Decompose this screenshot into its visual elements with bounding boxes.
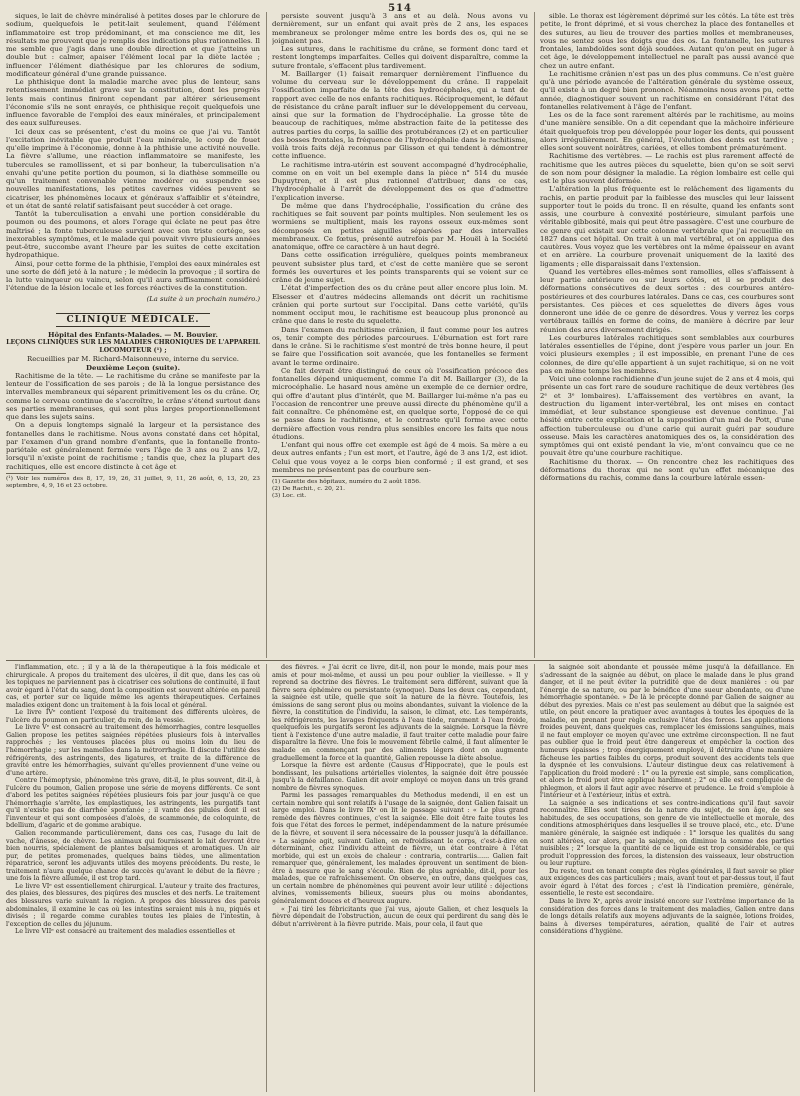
section-heading bbox=[6, 307, 260, 327]
page-number: 514 bbox=[388, 3, 412, 14]
paragraph: Le livre VIIᵉ est consacré au traitement des maladies essentielles et bbox=[15, 927, 236, 936]
paragraph: Ainsi, pour cette forme de la phthisie, l'emploi des eaux minérales est une sorte de défi jeté à la nature ; le médecin la provoque ; il sortira de la lutte vainqueur ou vaincu, selon qu'il aura suffisamment considéré l'étendue de la lésion locale et les forces réactives de la constitution. bbox=[6, 259, 260, 293]
paragraph: Quand les vertèbres elles-mêmes sont ramollies, elles s'affaissent à leur partie antérieure ou sur leurs côtés, et il se produit des déformations consécutives de deux sortes : des courbures antéro-postérieures et des courbures latérales. Dans ce cas, ces courbures sont persistantes. Ces pièces et ces squelettes de divers âges vous donneront une idée de ce genre de désordres. Vous y verrez les corps vertébraux taillés en forme de coins, de manière à décrire par leur réunion des arcs diversement dirigés. bbox=[540, 267, 794, 334]
section-divider bbox=[6, 660, 794, 661]
paragraph: Ce fait devrait être distingué de ceux où l'ossification précoce des fontanelles dépend uniquement, comme l'a dit M. Baillarger (3), de la microcéphalie. Le hasard nous amène un exemple de ce dernier ordre, qui offre d'autant plus d'intérêt, que M. Baillarger lui-même n'a pas eu l'occasion de rencontrer une preuve aussi directe du phénomène qu'il a fait connaître. Ce phénomène est, en quelque sorte, l'opposé de ce qui se passe dans le rachitisme, et le contraste qu'il forme avec cette dernière affection vous rendra plus sensibles encore les faits que nous étudions. bbox=[272, 366, 528, 441]
paragraph: Du reste, tout en tenant compte des règles générales, il faut savoir se plier aux exigences des cas particuliers ; mais, avant tout et par-dessus tout, il faut avoir égard à l'état des forces ; c'est là l'indication première, générale, essentielle, le reste est secondaire. bbox=[540, 866, 794, 898]
footnote-divider bbox=[272, 476, 332, 477]
paragraph: Ici deux cas se présentent, c'est du moins ce que j'ai vu. Tantôt l'excitation inévitable que produit l'eau minérale, le coup de fouet qu'elle imprime à l'économie, donne à la phthisie une activité nouvelle. La fièvre s'allume, une réaction inflammatoire se manifeste, les tubercules se ramollissent, et si par bonheur, la tuberculisation n'a envahi qu'une petite portion du poumon, si la diathèse sommeille ou qu'un traitement convenable vienne modérer ou suspendre ses nouvelles manifestations, les petites cavernes vidées peuvent se cicatriser, les phénomènes locaux et généraux s'affaiblir et s'éteindre, et un état de santé relatif satisfaisant peut succéder à cet orage. bbox=[6, 127, 260, 210]
lower-feuilleton-section bbox=[6, 664, 794, 1094]
paragraph: Dans l'examen du rachitisme crânien, il faut comme pour les autres os, tenir compte des périodes parcourues. L'éburnation est fort rare dans le crâne. Si le rachitisme s'est montré de très bonne heure, il peut se faire que l'ossification soit avancée, que les fontanelles se ferment avant le terme ordinaire. bbox=[272, 325, 528, 367]
paragraph: sible. Le thorax est légèrement déprimé sur les côtés. La tête est très petite, le front déprimé, et si vous cherchez la place des fontanelles et des sutures, au lieu de trouver des parties molles et membraneuses, vous ne sentez sous les doigts que des os. La fontanelle, les sutures frontales, lambdoïdes sont déjà soudées. Autant qu'on peut en juger à cet âge, le développement intellectuel ne paraît pas aussi avancé que chez un autre enfant. bbox=[540, 12, 794, 70]
column-divider bbox=[266, 12, 267, 658]
paragraph: M. Baillarger (1) faisait remarquer dernièrement l'influence du volume du cerveau sur le développement du crâne. Il rappelait l'ossification imparfaite de la tête des hydrocéphales, qui a tant de rapport avec celle de nos enfants rachitiques. Réciproquement, le défaut de résistance du crâne paraît influer sur le développement du cerveau, ainsi que sur la formation de l'hydrocéphalie. La grosse tête de beaucoup de rachitiques, même abstraction faite de la petitesse des autres parties du corps, la saillie des protubérances (2) et en particulier des bosses frontales, la fréquence de l'hydrocéphalie dans le rachitisme, voilà trois faits déjà reconnus par Glisson et qui tendent à démontrer cette influence. bbox=[272, 69, 528, 161]
paragraph: La saignée a ses indications et ses contre-indications qu'il faut savoir reconnaître. Elles sont tirées de la nature du sujet, de son âge, de ses habitudes, de ses occupations, son genre de vie intellectuelle et morale, des conditions atmosphériques dans lesquelles il se trouve placé, etc., etc. D'une manière générale, la saignée est indiquée : 1° lorsque les qualités du sang sont altérées, car alors, par la saignée, on diminue la somme des parties nuisibles ; 2° lorsque la quantité de ce liquide est trop considérable, ce qui produit l'oppression des forces, la distension des vaisseaux, leur obstruction ou leur rupture. bbox=[540, 798, 794, 868]
paragraph: siques, le lait de chèvre minéralisé à petites doses par le chlorure de sodium, quelquefois le petit-lait seulement, quand l'élément inflammatoire est trop prédominant, et ma conscience me dit, les résultats me prouvent que je remplis des indications plus rationnelles. Il me semble que j'agis dans une double direction et que j'atteins un double but : calmer, apaiser l'élément local par la diète lactée ; influencer l'élément diathésique par les chlorures de sodium, modificateur général d'une grande puissance. bbox=[6, 12, 260, 78]
paragraph: Voici une colonne rachidienne d'un jeune sujet de 2 ans et 4 mois, qui présente un cas fort rare de soudure rachitique de deux vertèbres (les 2ᵉ et 3ᵉ lombaires). L'affaissement des vertèbres en avant, la destruction du ligament inter-vertébral, les ont mises en contact immédiat, et leur substance spongieuse est devenue continue. J'ai hésité entre cette explication et la supposition d'un mal de Pott, d'une affection tuberculeuse ou d'une carie qui aurait guéri par soudure osseuse. Mais les caractères anatomiques des os, la considération des symptômes qui ont existé pendant la vie, m'ont convaincu que ce ne pouvait être qu'une courbure rachitique. bbox=[540, 375, 794, 458]
lower-column-3 bbox=[540, 664, 794, 1092]
lower-column-2 bbox=[272, 664, 528, 1092]
column-divider bbox=[534, 12, 535, 658]
footnote: (1) Gazette des hôpitaux, numéro du 2 août 1856. bbox=[272, 479, 421, 485]
section-title: CLINIQUE MÉDICALE. bbox=[56, 313, 209, 327]
paragraph: Le phthisique dont la maladie marche avec plus de lenteur, sans retentissement immédiat grave sur la constitution, dont les progrès lents mais continus finiront cependant par altérer sérieusement l'économie s'ils ne sont enrayés, ce phthisique reçoit quelquefois une influence favorable de l'emploi des eaux minérales, et principalement des eaux sulfureuses. bbox=[6, 78, 260, 128]
paragraph: Le livre IVᵉ contient l'exposé du traitement des différents ulcères, de l'ulcère du poumon en particulier, du rein, de la vessie. bbox=[6, 708, 260, 724]
paragraph: « J'ai tiré les fébricitants que j'ai vus, ajoute Galien, et chez lesquels la fièvre dépendait de l'obstruction, aucun de ceux qui perdirent du sang dès le début n'arrivèrent à la fièvre putride. Mais, pour cela, il faut que bbox=[272, 904, 528, 928]
lecon-line: Deuxième Leçon (suite). bbox=[86, 363, 180, 372]
paragraph: L'état d'imperfection des os du crâne peut aller encore plus loin. M. Elsesser et d'autres médecins allemands ont décrit un rachitisme crânien qui porte surtout sur l'occipital. Dans cette variété, qu'ils nomment occiput mou, le rachitisme est beaucoup plus prononcé au crâne que dans le reste du squelette. bbox=[272, 284, 528, 326]
lower-column-1 bbox=[6, 664, 260, 1092]
paragraph: Rachitisme de la tête. — Le rachitisme du crâne se manifeste par la lenteur de l'ossification de ses parois ; de là la longue persistance des intervalles membraneux qui séparent primitivement les os du crâne. Or, comme le cerveau continue de s'accroître, le crâne s'étend surtout dans ses parties membraneuses, qui sont plus larges proportionnellement que dans les sujets sains. bbox=[6, 371, 260, 421]
paragraph: Dans le livre Xᵉ, après avoir insisté encore sur l'extrême importance de la considération des forces dans le traitement des maladies, Galien entre dans de longs détails relatifs aux moyens adjuvants de la saignée, lotions froides, bains à diverses températures, aération, qualité de l'air et autres considérations d'hygiène. bbox=[540, 896, 794, 936]
lecture-title: LEÇONS CLINIQUES SUR LES MALADIES CHRONIQUES DE L'APPAREIL bbox=[6, 338, 260, 346]
paragraph: Tantôt la tuberculisation a envahi une portion considérable du poumon ou des poumons, et alors l'orage qui éclate ne peut pas être maîtrisé ; la fonte tuberculeuse survient avec son triste cortége, ses inexorables symptômes, et le malade qui pouvait vivre plusieurs années peut-être, succombe avant l'heure par les suites de cette excitation hydropathique. bbox=[6, 210, 260, 260]
collected-by-line: Recueillies par M. Richard-Maisonneuve, interne du service. bbox=[27, 355, 239, 364]
paragraph: Dans cette ossification irrégulière, quelques points membraneux peuvent subsister plus tard, et c'est de cette manière que se seront formés les ouvertures et les points transparents qui se voient sur ce crâne de jeune sujet. bbox=[272, 251, 528, 284]
paragraph: l'inflammation, etc. ; il y a là de la thérapeutique à la fois médicale et chirurgicale. A propos du traitement des ulcères, il dit que, dans les cas où les topiques ne parviennent pas à cicatriser ces solutions de continuité, il faut avoir égard à l'état du sang, dont la composition est souvent altérée en pareil cas, et porter sur ce liquide même les agents thérapeutiques. Certaines maladies exigent donc un traitement à la fois local et général. bbox=[6, 664, 260, 709]
paragraph: Rachitisme des vertèbres. — Le rachis est plus rarement affecté de rachitisme que les autres pièces du squelette, bien qu'on se soit servi de son nom pour désigner la maladie. La région lombaire est celle qui est le plus souvent déformée. bbox=[540, 152, 794, 185]
paragraph: Parmi les passages remarquables du Methodus medendi, il en est un certain nombre qui sont relatifs à l'usage de la saignée, dont Galien faisait un large emploi. Dans le livre IXᵉ on lit le passage suivant : « Le plus grand remède des fièvres continues, c'est la saignée. Elle doit être faite toutes les fois que l'état des forces le permet, indépendamment de la nature présumée de la fièvre, et souvent il sera nécessaire de la pousser jusqu'à la défaillance. » La saignée agit, suivant Galien, en refroidissant le corps, c'est-à-dire en déterminant, chez l'individu atteint de fièvre, un état contraire à l'état morbide, qui est un excès de chaleur : contraria, contrariis...... Galien fait remarquer que, généralement, les malades éprouvent un sentiment de bien-être à mesure que le sang s'écoule. Rien de plus agréable, dit-il, pour les malades, que ce rafraîchissement. On observe, en outre, dans quelques cas, un certain nombre de phénomènes qui peuvent avoir leur utilité : déjections alvines, vomissements bilieux, sueurs plus ou moins abondantes, généralement douces et d'heureux augure. bbox=[272, 791, 528, 905]
paragraph: De même que dans l'hydrocéphalie, l'ossification du crâne des rachitiques se fait souvent par points multiples. Non seulement les os wormiens se multiplient, mais les rayons osseux eux-mêmes sont décomposés en petites aiguilles séparées par des intervalles membraneux. Ce fœtus, présenté autrefois par M. Houël à la Société anatomique, offre ce caractère à un haut degré. bbox=[272, 201, 528, 251]
upper-column-3 bbox=[540, 12, 794, 658]
column-divider bbox=[534, 664, 535, 1092]
paragraph: Galien recommande particulièrement, dans ces cas, l'usage du lait de vache, d'ânesse, de chèvre. Les animaux qui fournissent le lait devront être bien nourris, spécialement de plantes balsamiques et aromatiques. Un air pur, de petites promenades, quelques bains tièdes, une alimentation réparatrice, seront les adjuvants utiles des moyens précédents. Du reste, le traitement n'aura quelque chance de succès qu'avant le début de la fièvre ; une fois la fièvre allumée, il est trop tard. bbox=[6, 829, 260, 883]
paragraph: Les courbures latérales rachitiques sont semblables aux courbures latérales essentielles de l'épine, dont j'espère vous parler un jour. En voici plusieurs exemples ; il est impossible, en prenant l'une de ces colonnes, de dire qu'elle appartient à un sujet rachitique, si on ne voit pas en même temps les membres. bbox=[540, 333, 794, 375]
paragraph: Le livre Vᵉ est consacré au traitement des hémorrhagies, contre lesquelles Galien propose les petites saignées répétées plusieurs fois à intervalles rapprochés ; les ventouses placées plus ou moins loin du lieu de l'hémorrhagie ; sur les mamelles dans la métrorrhagie. Il discute l'utilité des réfrigérents, des astringents, des ligatures, et traite de la différence de gravité entre les hémorrhagies, suivant qu'elles proviennent d'une veine ou d'une artère. bbox=[6, 723, 260, 777]
footnote: (3) Loc. cit. bbox=[272, 493, 307, 499]
footnote: (¹) Voir les numéros des 8, 17, 19, 26, 31 juillet, 9, 11, 26 août, 6, 13, 20, 23 septembre, 4, 9, 16 et 23 octobre. bbox=[6, 475, 260, 489]
hospital-line: Hôpital des Enfants-Malades. — M. Bouvier. bbox=[48, 330, 218, 339]
paragraph: L'enfant qui nous offre cet exemple est âgé de 4 mois. Sa mère a eu deux autres enfants ; l'un est mort, et l'autre, âgé de 3 ans 1/2, est idiot. Celui que vous voyez a le corps bien conformé ; il est grand, et ses membres ne présentent pas de courbure sen- bbox=[272, 441, 528, 474]
column-divider bbox=[266, 664, 267, 1092]
paragraph: des fièvres. « J'ai écrit ce livre, dit-il, non pour le monde, mais pour mes amis et pour moi-même, et aussi un peu pour oublier la vieillesse. » Il y reprend sa doctrine des fièvres. Le traitement sera différent, suivant que la fièvre sera éphémère ou persistante (synoque). Dans les deux cas, cependant, la saignée est utile, quelle que soit la nature de la fièvre. Toutefois, les émissions de sang seront plus ou moins abondantes, suivant la violence de la fièvre, la constitution de l'individu, la saison, le climat, etc. Les tempérants, les réfrigérents, les lavages fréquents à l'eau tiède, rarement à l'eau froide, quelquefois les purgatifs seront les adjuvants de la saignée. Lorsque la fièvre tient à l'existence d'une autre maladie, il faut traiter cette maladie pour faire disparaître la fièvre. Une fois le mouvement fébrile calmé, il faut alimenter le malade en commençant par des aliments légers dont on augmente graduellement la force et la quantité, Galien repousse la diète absolue. bbox=[272, 664, 528, 762]
paragraph: la saignée soit abondante et poussée même jusqu'à la défaillance. En s'adressant de la saignée au début, on place le malade dans le plus grand danger, et il ne peut éviter la putridité que de deux manières : ou par l'énergie de sa nature, ou par le bénéfice d'une sueur abondante, ou d'une hémorrhagie spontanée. » De là le précepte donné par Galien de saigner au début des pyrexies. Mais ce n'est pas seulement au début que la saignée est utile, on peut encore la pratiquer avec avantages à toutes les époques de la maladie, en prenant pour règle exclusive l'état des forces. Les applications froides peuvent, dans quelques cas, remplacer les émissions sanguines, mais il ne faut employer ce moyen qu'avec une extrême circonspection. Il ne faut pas oublier que le froid peut être dangereux et empêcher la coction des humeurs épaisses ; trop énergiquement employé, il détruira d'une manière fâcheuse les parties faibles du corps, produit souvent des accidents tels que la dyspnée et les convulsions. L'auteur distingue deux cas relativement à l'application du froid moderé : 1° ou la pyrexie est simple, sans complication, et alors le froid peut être appliqué hardiment ; 2° ou elle est compliquée de phlegmon, et alors il faut agir avec réserve et prudence. Le froid s'emploie à l'intérieur et à l'extérieur, intùs et extrà. bbox=[540, 664, 794, 800]
paragraph: persiste souvent jusqu'à 3 ans et au delà. Nous avons vu dernièrement, sur un enfant qui avait près de 2 ans, les espaces membraneux se prolonger même entre les bords des os, qui ne se joignaient pas. bbox=[272, 12, 528, 45]
paragraph: On a depuis longtemps signalé la largeur et la persistance des fontanelles dans le rachitisme. Nous avons constaté dans cet hôpital, par l'examen d'un grand nombre d'enfants, que la fontanelle fronto-pariétale est généralement fermée vers l'âge de 3 ans ou 2 ans 1/2, lorsqu'il n'existe point de rachitisme ; tandis que, chez la plupart des rachitiques, elle est encore distincte à cet âge et bbox=[6, 421, 260, 471]
paragraph: Les sutures, dans le rachitisme du crâne, se forment donc tard et restent longtemps imparfaites. Celles qui doivent disparaître, comme la suture frontale, s'effacent plus tardivement. bbox=[272, 45, 528, 70]
lecture-title-cont: LOCOMOTEUR (¹) ; bbox=[99, 347, 167, 354]
upper-column-2 bbox=[272, 12, 528, 658]
upper-column-1 bbox=[6, 12, 260, 658]
paragraph: Les os de la face sont rarement altérés par le rachitisme, au moins d'une manière sensible. On a dit cependant que la mâchoire inférieure était quelquefois trop peu développée pour loger les dents, qui poussent alors irrégulièrement. En général, l'évolution des dents est tardive ; elles sont souvent noirâtres, cariées, et elles tombent prématurément. bbox=[540, 111, 794, 152]
paragraph: Le rachitisme crânien n'est pas un des plus communs. Ce n'est guère qu'à une période avancée de l'altération générale du système osseux, qu'il existe à un degré bien prononcé. Néanmoins nous avons pu, cette année, diagnostiquer souvent un rachitisme en considérant l'état des fontanelles relativement à l'âge de l'enfant. bbox=[540, 69, 794, 111]
paragraph: Rachitisme du thorax. — On rencontre chez les rachitiques des déformations du thorax qui ne sont qu'un effet mécanique des déformations du rachis, comme dans la courbure latérale essen- bbox=[540, 457, 794, 482]
paragraph: Contre l'hémoptysie, phénomène très grave, dit-il, le plus souvent, dit-il, à l'ulcère du poumon, Galien propose une série de moyens différents. Ce sont d'abord les petites saignées répétées plusieurs fois par jour jusqu'à ce que l'hémorrhagie s'arrête, les emplastiques, les astringents, les purgatifs tant qu'il n'existe pas de diarrhée spontanée ; il vante des pilules dont il est l'inventeur et qui sont composées d'aloès, de scammonée, de coloquinte, de bdellium, d'agaric et de gomme arabique. bbox=[6, 776, 260, 830]
upper-article-section bbox=[6, 12, 794, 660]
continuation-note: (La suite à un prochain numéro.) bbox=[146, 294, 260, 303]
paragraph: Le livre VIᵉ est essentiellement chirurgical. L'auteur y traite des fractures, des plaies, des blessures, des piqûres des muscles et des nerfs. Le traitement des blessures varie suivant la région. A propos des blessures des parois abdominales, il examine le cas où les intestins seraient mis à nu, piqués et divisés ; il regarde comme curables toutes les plaies de l'intestin, à l'exception de celles du jéjunum. bbox=[6, 881, 260, 928]
paragraph: L'altération la plus fréquente est le relâchement des ligaments du rachis, en partie produit par la faiblesse des muscles qui leur laissent supporter tout le poids du tronc. Il en résulte, quand les enfants sont assis, une courbure à convexité postérieure, simulant parfois une véritable gibbosité, mais qui peut être passagère. C'est une courbure de ce genre qui existait sur cette colonne vertébrale que j'ai recueillie en 1827 dans cet hôpital. On trait à un mal vertébral, et on appliqua des cautères. Vous voyez que les vertèbres ont la même épaisseur en avant et en arrière. La courbure provenait uniquement de la laxité des ligaments ; elle disparaissait dans l'extension. bbox=[540, 185, 794, 268]
footnote: (2) De Rachit., c. 20, 21. bbox=[272, 486, 345, 492]
paragraph: Le rachitisme intra-utérin est souvent accompagné d'hydrocéphalie, comme on en voit un bel exemple dans la pièce n° 514 du musée Dupuytren, et il est plus rationnel d'attribuer, dans ce cas, l'hydrocéphalie à l'arrêt de développement des os que d'admettre l'explication inverse. bbox=[272, 160, 528, 202]
footnote-divider bbox=[6, 473, 66, 474]
paragraph: Lorsque la fièvre est ardente (Causus d'Hippocrate), que le pouls est bondissant, les pulsations artérielles violentes, la saignée doit être poussée jusqu'à la défaillance. Galien dit avoir employé ce moyen dans un très grand nombre de fièvres synoques. bbox=[272, 761, 528, 792]
